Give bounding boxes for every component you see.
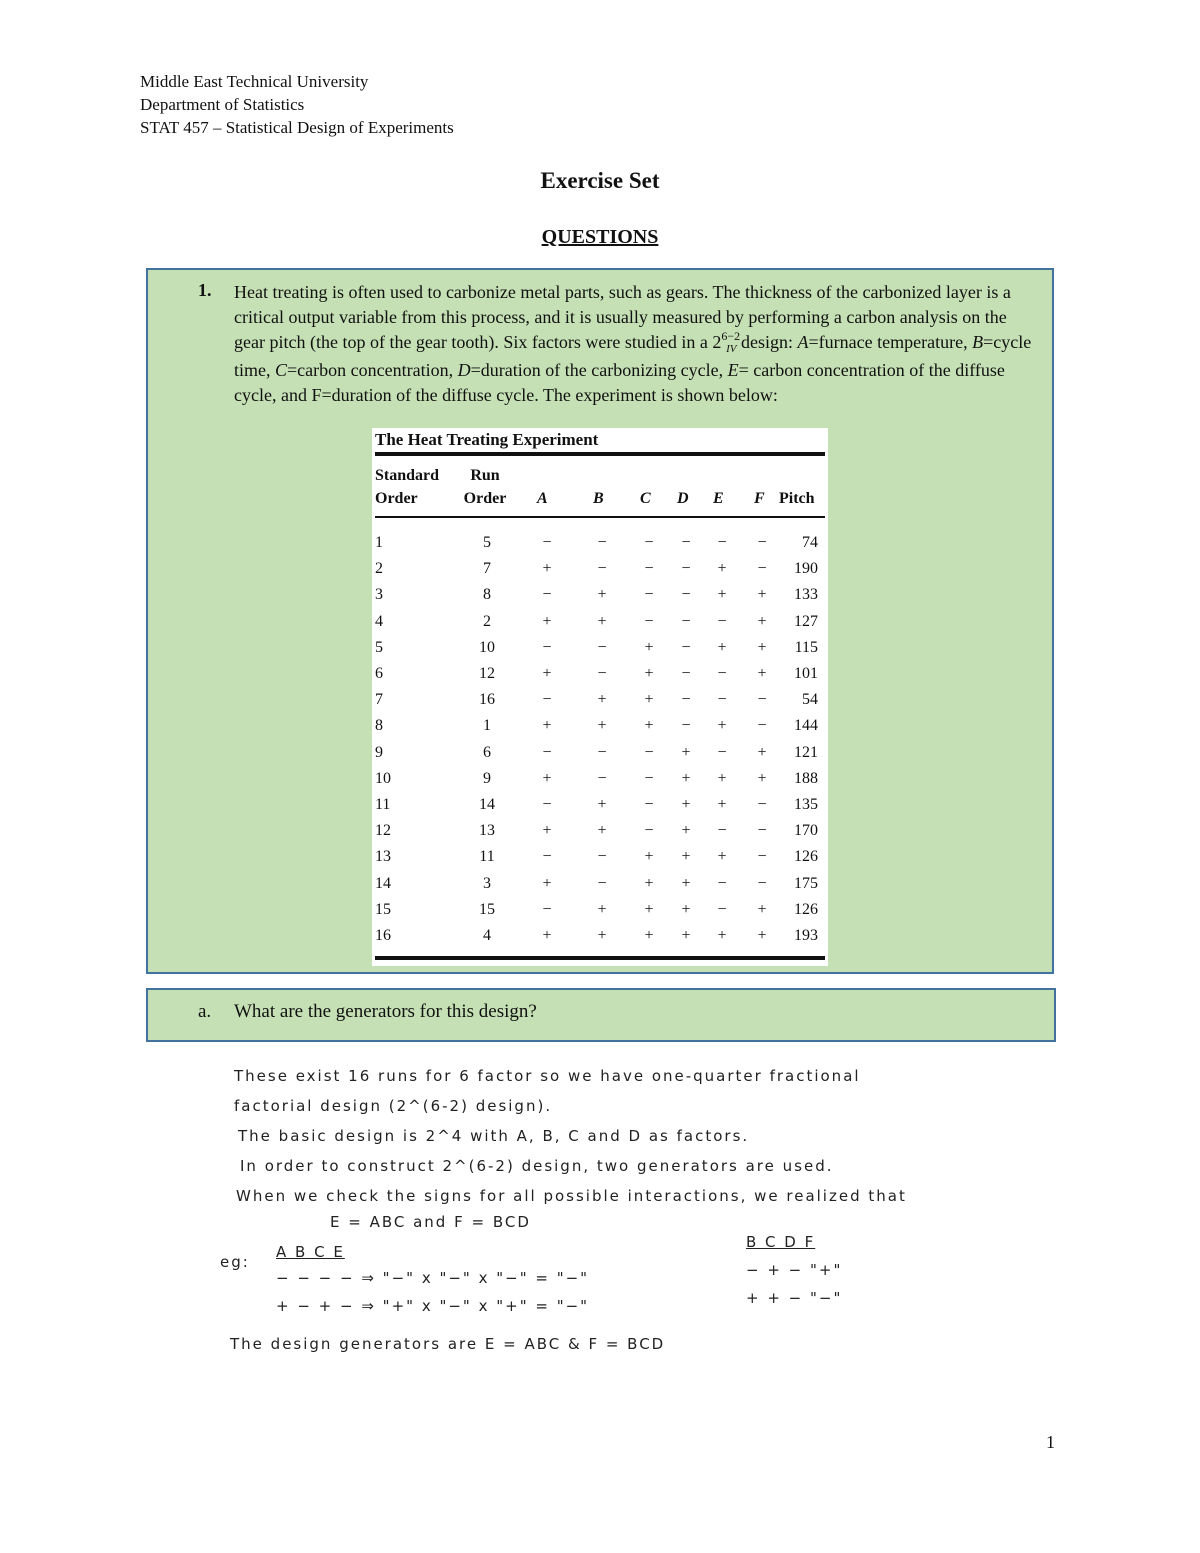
cell-e: + (717, 796, 727, 813)
cell-a: − (542, 743, 552, 761)
cell-e: + (717, 927, 727, 944)
cell-pitch: 190 (794, 560, 818, 578)
header-order: Order (375, 490, 418, 507)
cell-f: − (757, 848, 767, 866)
table-rule-bottom (375, 956, 825, 960)
cell-d: + (681, 743, 691, 761)
cell-std-order: 13 (375, 848, 391, 866)
cell-e: + (717, 848, 727, 866)
cell-a: + (542, 769, 552, 787)
cell-pitch: 135 (794, 796, 818, 813)
cell-d: + (681, 769, 691, 787)
header-standard: Standard (375, 467, 440, 484)
cell-f: + (757, 586, 767, 604)
cell-pitch: 121 (794, 743, 818, 761)
cell-run-order: 8 (483, 586, 491, 604)
cell-e: + (717, 717, 727, 735)
section-heading: QUESTIONS (541, 226, 659, 248)
header-standard-order (375, 464, 439, 510)
cell-e: − (717, 874, 727, 892)
cell-e: + (717, 586, 727, 604)
cell-run-order: 6 (483, 743, 491, 761)
cell-pitch: 101 (794, 665, 818, 682)
cell-std-order: 12 (375, 822, 391, 840)
cell-std-order: 7 (375, 691, 383, 709)
cell-b: − (597, 874, 607, 892)
cell-c: − (644, 769, 654, 787)
cell-std-order: 3 (375, 586, 383, 604)
cell-d: − (681, 717, 691, 735)
document-header (140, 70, 454, 139)
example-header-2: B C D F (746, 1233, 816, 1251)
cell-run-order: 15 (479, 900, 495, 918)
question-text-design: design: (736, 332, 798, 352)
answer-line-2: factorial design (2^(6-2) design). (234, 1097, 553, 1115)
cell-a: − (542, 638, 552, 656)
example-row-1: − − − − ⇒ "−" x "−" x "−" = "−" (276, 1269, 590, 1287)
cell-c: − (644, 822, 654, 840)
cell-std-order: 14 (375, 874, 391, 892)
cell-run-order: 13 (479, 822, 495, 840)
cell-std-order: 16 (375, 927, 391, 944)
cell-a: − (542, 900, 552, 918)
cell-c: − (644, 796, 654, 813)
table-rule-mid (375, 516, 825, 518)
cell-b: + (597, 927, 607, 944)
cell-e: − (717, 612, 727, 630)
cell-d: + (681, 900, 691, 918)
cell-c: + (644, 665, 654, 682)
cell-f: − (757, 874, 767, 892)
cell-e: − (717, 900, 727, 918)
cell-c: + (644, 900, 654, 918)
factor-b-symbol: B (972, 332, 984, 352)
example-row-4: + + − "−" (746, 1289, 843, 1307)
header-d: D (677, 490, 689, 507)
cell-b: + (597, 691, 607, 709)
cell-a: + (542, 874, 552, 892)
cell-b: − (597, 638, 607, 656)
cell-pitch: 193 (794, 927, 818, 944)
cell-e: + (717, 560, 727, 578)
cell-a: − (542, 796, 552, 813)
header-pitch: Pitch (779, 490, 815, 507)
cell-f: − (757, 822, 767, 840)
handwritten-answer (200, 1055, 1020, 1365)
answer-line-3: The basic design is 2^4 with A, B, C and D as factors. (238, 1127, 750, 1145)
example-row-3: − + − "+" (746, 1261, 843, 1279)
design-subscript: IV (726, 343, 737, 355)
cell-d: − (681, 586, 691, 604)
cell-c: + (644, 927, 654, 944)
cell-pitch: 54 (802, 691, 818, 709)
cell-pitch: 115 (794, 638, 818, 656)
question-number: 1. (198, 280, 212, 300)
cell-b: + (597, 612, 607, 630)
cell-c: − (644, 743, 654, 761)
answer-conclusion: The design generators are E = ABC & F = BCD (230, 1335, 666, 1353)
cell-f: + (757, 638, 767, 656)
factor-c-symbol: C (275, 360, 288, 380)
part-a-question: What are the generators for this design? (234, 1001, 537, 1022)
header-e: E (713, 490, 724, 507)
cell-b: + (597, 717, 607, 735)
header-a: A (537, 490, 548, 507)
example-label: eg: (220, 1253, 250, 1271)
cell-run-order: 7 (483, 560, 491, 578)
factor-d-symbol: D (457, 360, 471, 380)
cell-b: − (597, 743, 607, 761)
cell-e: − (717, 665, 727, 682)
answer-line-1: These exist 16 runs for 6 factor so we have one-quarter fractional (234, 1067, 861, 1085)
cell-f: + (757, 612, 767, 630)
answer-line-6: E = ABC and F = BCD (330, 1213, 531, 1231)
cell-pitch: 126 (794, 848, 818, 866)
cell-c: − (644, 560, 654, 578)
cell-f: + (757, 665, 767, 682)
cell-pitch: 74 (802, 534, 818, 551)
cell-f: + (757, 927, 767, 944)
design-base: 2 (712, 332, 722, 352)
cell-f: − (757, 796, 767, 813)
cell-std-order: 9 (375, 743, 383, 761)
cell-c: + (644, 638, 654, 656)
cell-std-order: 6 (375, 665, 383, 682)
header-run-order-label: Order (463, 490, 507, 507)
page-number: 1 (1046, 1432, 1055, 1452)
cell-d: + (681, 874, 691, 892)
cell-d: − (681, 638, 691, 656)
header-run: Run (470, 467, 500, 484)
cell-c: + (644, 691, 654, 709)
cell-e: − (717, 822, 727, 840)
table-title: The Heat Treating Experiment (375, 430, 599, 449)
cell-f: + (757, 769, 767, 787)
cell-run-order: 16 (479, 691, 495, 709)
cell-b: − (597, 665, 607, 682)
cell-d: − (681, 612, 691, 630)
factor-a-desc: =furnace temperature, (808, 332, 973, 352)
cell-f: − (757, 691, 767, 709)
cell-f: − (757, 717, 767, 735)
cell-b: + (597, 900, 607, 918)
cell-d: + (681, 796, 691, 813)
department-name: Department of Statistics (140, 95, 305, 114)
factor-b-desc: =cycle time, (234, 332, 1032, 380)
table-rule-top (375, 452, 825, 456)
cell-f: − (757, 560, 767, 578)
cell-pitch: 188 (794, 769, 818, 787)
header-c: C (640, 490, 651, 507)
cell-run-order: 4 (483, 927, 491, 944)
cell-e: + (717, 638, 727, 656)
cell-c: + (644, 874, 654, 892)
cell-d: + (681, 848, 691, 866)
cell-std-order: 10 (375, 769, 391, 787)
question-text-start: Heat treating is often used to carbonize metal parts, such as gears. The thickness of the carbonized layer is a critical output variable from this process, and it is usually measured by performing a carbon analysis on the gear pitch (the top of the gear tooth). Six factors were studied in a (234, 282, 1011, 352)
cell-b: + (597, 796, 607, 813)
answer-line-4: In order to construct 2^(6-2) design, two generators are used. (240, 1157, 834, 1175)
cell-e: − (717, 743, 727, 761)
cell-run-order: 12 (479, 665, 495, 682)
cell-e: − (717, 534, 727, 551)
heat-treating-table (372, 428, 828, 966)
factor-c-desc: =carbon concentration, (287, 360, 458, 380)
factor-d-desc: =duration of the carbonizing cycle, (470, 360, 728, 380)
cell-e: + (717, 769, 727, 787)
cell-f: + (757, 900, 767, 918)
cell-run-order: 1 (483, 717, 491, 735)
cell-run-order: 2 (483, 612, 491, 630)
cell-d: + (681, 927, 691, 944)
design-notation (712, 329, 741, 355)
cell-run-order: 3 (483, 874, 491, 892)
cell-a: + (542, 612, 552, 630)
header-run-order (460, 464, 510, 510)
cell-c: − (644, 586, 654, 604)
factor-e-symbol: E (727, 360, 739, 380)
cell-d: − (681, 560, 691, 578)
cell-std-order: 4 (375, 612, 383, 630)
cell-std-order: 11 (375, 796, 391, 813)
cell-a: − (542, 534, 552, 551)
cell-d: − (681, 534, 691, 551)
example-row-2: + − + − ⇒ "+" x "−" x "+" = "−" (276, 1297, 590, 1315)
cell-a: − (542, 848, 552, 866)
cell-e: − (717, 691, 727, 709)
cell-a: + (542, 560, 552, 578)
cell-pitch: 144 (794, 717, 818, 735)
cell-c: − (644, 612, 654, 630)
cell-run-order: 9 (483, 769, 491, 787)
question-text (234, 280, 1040, 408)
cell-run-order: 11 (479, 848, 495, 866)
factor-a-symbol: A (797, 332, 809, 352)
university-name: Middle East Technical University (140, 72, 369, 91)
cell-b: − (597, 769, 607, 787)
cell-pitch: 175 (794, 874, 818, 892)
cell-std-order: 5 (375, 638, 383, 656)
cell-d: + (681, 822, 691, 840)
cell-a: + (542, 665, 552, 682)
example-header-1: A B C E (276, 1243, 345, 1261)
header-f: F (754, 490, 765, 507)
cell-b: − (597, 848, 607, 866)
part-a-letter: a. (198, 1001, 212, 1022)
cell-f: + (757, 743, 767, 761)
cell-c: − (644, 534, 654, 551)
cell-pitch: 127 (794, 612, 818, 630)
design-superscript: 6−2 (721, 329, 741, 343)
cell-run-order: 14 (479, 796, 495, 813)
cell-pitch: 133 (794, 586, 818, 604)
cell-f: − (757, 534, 767, 551)
cell-pitch: 126 (794, 900, 818, 918)
answer-line-5: When we check the signs for all possible interactions, we realized that (236, 1187, 907, 1205)
cell-c: + (644, 717, 654, 735)
cell-d: − (681, 665, 691, 682)
cell-d: − (681, 691, 691, 709)
course-name: STAT 457 – Statistical Design of Experiments (140, 118, 454, 137)
cell-a: + (542, 822, 552, 840)
cell-b: + (597, 822, 607, 840)
factor-e-desc: = carbon concentration of the diffuse cycle, and F=duration of the diffuse cycle. The experiment is shown below: (234, 360, 1005, 405)
cell-a: − (542, 691, 552, 709)
cell-std-order: 8 (375, 717, 383, 735)
cell-std-order: 1 (375, 534, 383, 551)
cell-a: + (542, 717, 552, 735)
header-b: B (593, 490, 604, 507)
cell-run-order: 5 (483, 534, 491, 551)
cell-run-order: 10 (479, 638, 495, 656)
cell-pitch: 170 (794, 822, 818, 840)
cell-b: + (597, 586, 607, 604)
cell-b: − (597, 560, 607, 578)
part-a-box (146, 988, 1056, 1042)
cell-c: + (644, 848, 654, 866)
cell-a: + (542, 927, 552, 944)
cell-std-order: 15 (375, 900, 391, 918)
cell-a: − (542, 586, 552, 604)
cell-b: − (597, 534, 607, 551)
page-title: Exercise Set (540, 168, 660, 193)
cell-std-order: 2 (375, 560, 383, 578)
